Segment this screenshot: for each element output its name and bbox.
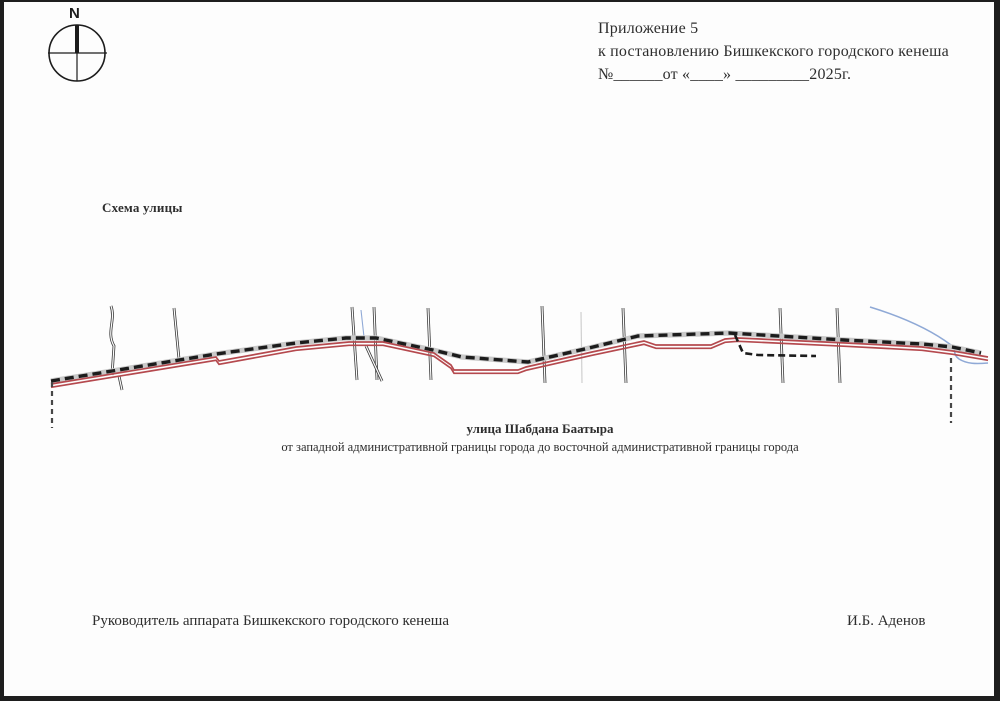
cross-street [780,308,783,383]
cross-street [428,308,431,380]
small-stream-line [361,310,364,337]
compass-rose-icon [48,25,107,81]
appendix-header [598,17,990,86]
appendix-line-3: №______от «____» _________2025г. [598,66,852,83]
cross-street [542,306,545,383]
cross-street-diagonal [366,346,382,381]
street-extent: от западной административной границы города до восточной административной границы города [281,440,799,454]
cross-street [174,308,179,359]
river-curve [870,307,988,364]
cross-streets [111,306,840,390]
city-boundaries [52,358,951,428]
street-name: улица Шабдана Баатыра [466,421,614,436]
cross-street [352,307,357,380]
signatory-name: И.Б. Аденов [847,613,926,629]
cross-street-wavy [111,306,114,375]
cross-street-stub [119,376,122,390]
appendix-line-1: Приложение 5 [598,20,699,37]
signatory-title: Руководитель аппарата Бишкекского городского кенеша [92,613,449,629]
appendix-line-2: к постановлению Бишкекского городского кенеша [598,43,949,60]
street-edge-bottom [51,341,988,387]
section-title: Схема улицы [102,200,183,215]
street-caption [90,421,990,455]
compass-north-label: N [69,5,80,22]
street-scheme-drawing [4,2,1000,703]
